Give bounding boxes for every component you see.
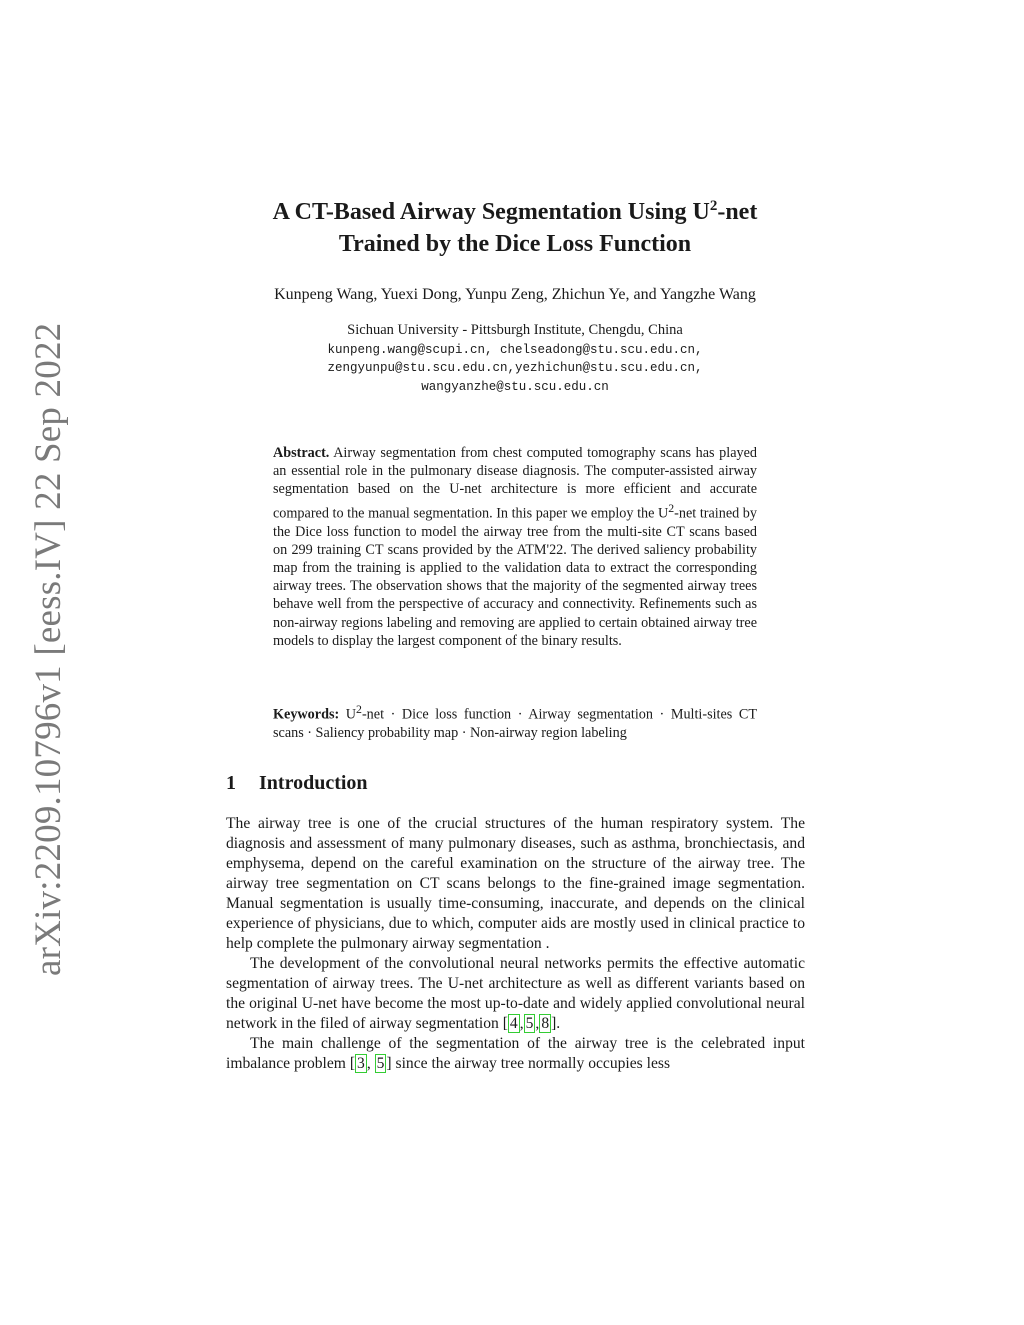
paragraph: The development of the convolutional neural networks permits the effective automatic segmentation of airway trees. The U-net architecture as well as different variants based on the original U-net have become the most up-to-date and widely applied convolutional neural network in the filed of airway segmentation [ 4 , 5 , 8 ]. [226, 955, 805, 1032]
citation-link[interactable]: 3 [357, 1055, 365, 1072]
citation-link[interactable]: 4 [509, 1015, 518, 1032]
paragraph-text: The main challenge of the segmentation of the airway tree is the celebrated input imbalance problem [ [226, 1035, 805, 1072]
arxiv-identifier[interactable]: arXiv:2209.10796v1 [eess.IV] 22 Sep 2022 [28, 322, 69, 976]
paper-title [150, 190, 880, 260]
arxiv-sidebar [19, 322, 79, 976]
paragraph-text: ] since the airway tree normally occupies less [386, 1055, 671, 1072]
paragraph-text: ]. [551, 1015, 561, 1032]
affiliation: Sichuan University - Pittsburgh Institute, Chengdu, China [347, 322, 683, 338]
email-line[interactable]: zengyunpu@stu.scu.edu.cn,yezhichun@stu.scu.edu.cn, [327, 361, 703, 376]
abstract-text-pre: Airway segmentation from chest computed tomography scans has played an essential role in the pulmonary disease diagnosis. The computer-assisted airway segmentation based on the U-net architecture is more efficient and accurate compared to the manual segmentation. In this paper we employ the U [273, 445, 757, 522]
citation-link[interactable]: 8 [541, 1015, 550, 1032]
email-line[interactable]: kunpeng.wang@scupi.cn, chelseadong@stu.scu.edu.cn, [327, 343, 703, 357]
section-title: Introduction [259, 772, 368, 794]
citation-link[interactable]: 5 [525, 1015, 534, 1032]
section-heading [226, 770, 368, 796]
abstract [273, 444, 757, 650]
title-line1-pre: A CT-Based Airway Segmentation Using U [272, 199, 710, 225]
abstract-label: Abstract. [273, 445, 330, 461]
body-text [226, 814, 805, 1074]
keywords-text-pre: U [345, 706, 357, 723]
author-list: Kunpeng Wang, Yuexi Dong, Yunpu Zeng, Zhichun Ye, and Yangzhe Wang [274, 286, 756, 303]
title-line1-post: -net [717, 199, 758, 225]
keywords-superscript: 2 [356, 702, 362, 716]
paragraph-text: The development of the convolutional neural networks permits the effective automatic segmentation of airway trees. The U-net architecture as well as different variants based on the original U-net have become the most up-to-date and widely applied convolutional neural network in the filed of airway segmentation [ [226, 955, 805, 1032]
section-number: 1 [226, 772, 236, 794]
email-line[interactable]: wangyanzhe@stu.scu.edu.cn [421, 379, 609, 394]
paragraph: The main challenge of the segmentation of the airway tree is the celebrated input imbalance problem [ 3 , 5 ] since the airway tree normally occupies less [226, 1035, 805, 1072]
paragraph: The airway tree is one of the crucial structures of the human respiratory system. The diagnosis and assessment of many pulmonary diseases, such as asthma, bronchiectasis, and emphysema, depend on the careful examination on the structure of the airway tree. The airway tree segmentation on CT scans belongs to the fine-grained image segmentation. Manual segmentation is usually time-consuming, inaccurate, and depends on the clinical experience of physicians, due to which, computer aids are mostly used in clinical practice to help complete the pulmonary airway segmentation . [226, 815, 805, 952]
email-list [150, 341, 880, 396]
citation-link[interactable]: 5 [376, 1055, 385, 1072]
keywords-label: Keywords: [273, 706, 340, 723]
keywords [273, 700, 757, 742]
title-superscript: 2 [709, 198, 718, 214]
abstract-superscript: 2 [668, 500, 675, 515]
abstract-text-post: -net trained by the Dice loss function to model the airway tree from the multi-site CT scans based on 299 training CT scans provided by the ATM'22. The derived saliency probability map from the training is applied to the validation data to extract the corresponding airway trees. The observation shows that the majority of the segmented airway trees behave well from the perspective of accuracy and connectivity. Refinements such as non-airway regions labeling and removing are applied to certain obtained airway tree models to display the largest component of the binary results. [273, 505, 757, 649]
title-line2: Trained by the Dice Loss Function [338, 231, 692, 257]
keywords-text-post: -net · Dice loss function · Airway segmentation · Multi-sites CT scans · Saliency probability map · Non-airway region labeling [273, 706, 758, 741]
